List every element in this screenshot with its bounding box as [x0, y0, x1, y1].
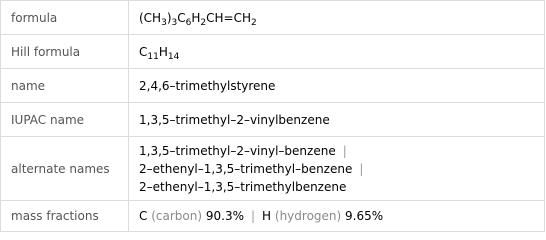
hill-subscript: 14	[167, 51, 180, 62]
carbon-symbol: C	[139, 209, 148, 223]
alternate-name-line	[139, 178, 544, 196]
alternate-names-label: alternate names	[1, 137, 129, 201]
formula-part: C	[177, 10, 186, 25]
formula-row	[1, 1, 545, 35]
alternate-name: 2–ethenyl–1,3,5–trimethylbenzene	[139, 179, 347, 194]
name-value: 2,4,6–trimethylstyrene	[129, 69, 545, 103]
hill-part: H	[158, 44, 168, 59]
alternate-name-line	[139, 142, 544, 160]
mass-fractions-value	[129, 201, 545, 232]
name-row	[1, 69, 545, 103]
formula-part: H	[191, 10, 201, 25]
alternate-name: 1,3,5–trimethyl–2–vinyl–benzene	[139, 143, 336, 158]
carbon-fraction: 90.3%	[205, 209, 244, 223]
formula-subscript: 3	[171, 17, 178, 28]
alternate-name-line	[139, 160, 544, 178]
separator: |	[342, 143, 347, 158]
alternate-name: 2–ethenyl–1,3,5–trimethyl–benzene	[139, 161, 353, 176]
mass-fractions-label: mass fractions	[1, 201, 129, 232]
hydrogen-name: (hydrogen)	[274, 209, 342, 223]
hill-part: C	[139, 44, 148, 59]
separator: |	[359, 161, 364, 176]
formula-subscript: 2	[200, 17, 207, 28]
alternate-names-row	[1, 137, 545, 201]
hill-formula-value	[129, 35, 545, 69]
iupac-name-row	[1, 103, 545, 137]
iupac-name-value: 1,3,5–trimethyl–2–vinylbenzene	[129, 103, 545, 137]
formula-label: formula	[1, 1, 129, 35]
hill-subscript: 11	[147, 51, 159, 62]
name-label: name	[1, 69, 129, 103]
formula-part: CH=CH	[206, 10, 251, 25]
hydrogen-symbol: H	[262, 209, 272, 223]
formula-part: (CH	[139, 10, 162, 25]
hill-formula-label: Hill formula	[1, 35, 129, 69]
formula-subscript: 2	[251, 17, 257, 28]
carbon-name: (carbon)	[151, 209, 203, 223]
separator: |	[250, 209, 256, 223]
mass-fractions-row	[1, 201, 545, 232]
hydrogen-fraction: 9.65%	[345, 209, 384, 223]
formula-subscript: 3	[161, 17, 167, 28]
formula-part: )	[166, 10, 172, 25]
formula-value	[129, 1, 545, 35]
formula-subscript: 6	[185, 17, 192, 28]
iupac-name-label: IUPAC name	[1, 103, 129, 137]
hill-formula-row	[1, 35, 545, 69]
alternate-names-value	[129, 137, 545, 201]
